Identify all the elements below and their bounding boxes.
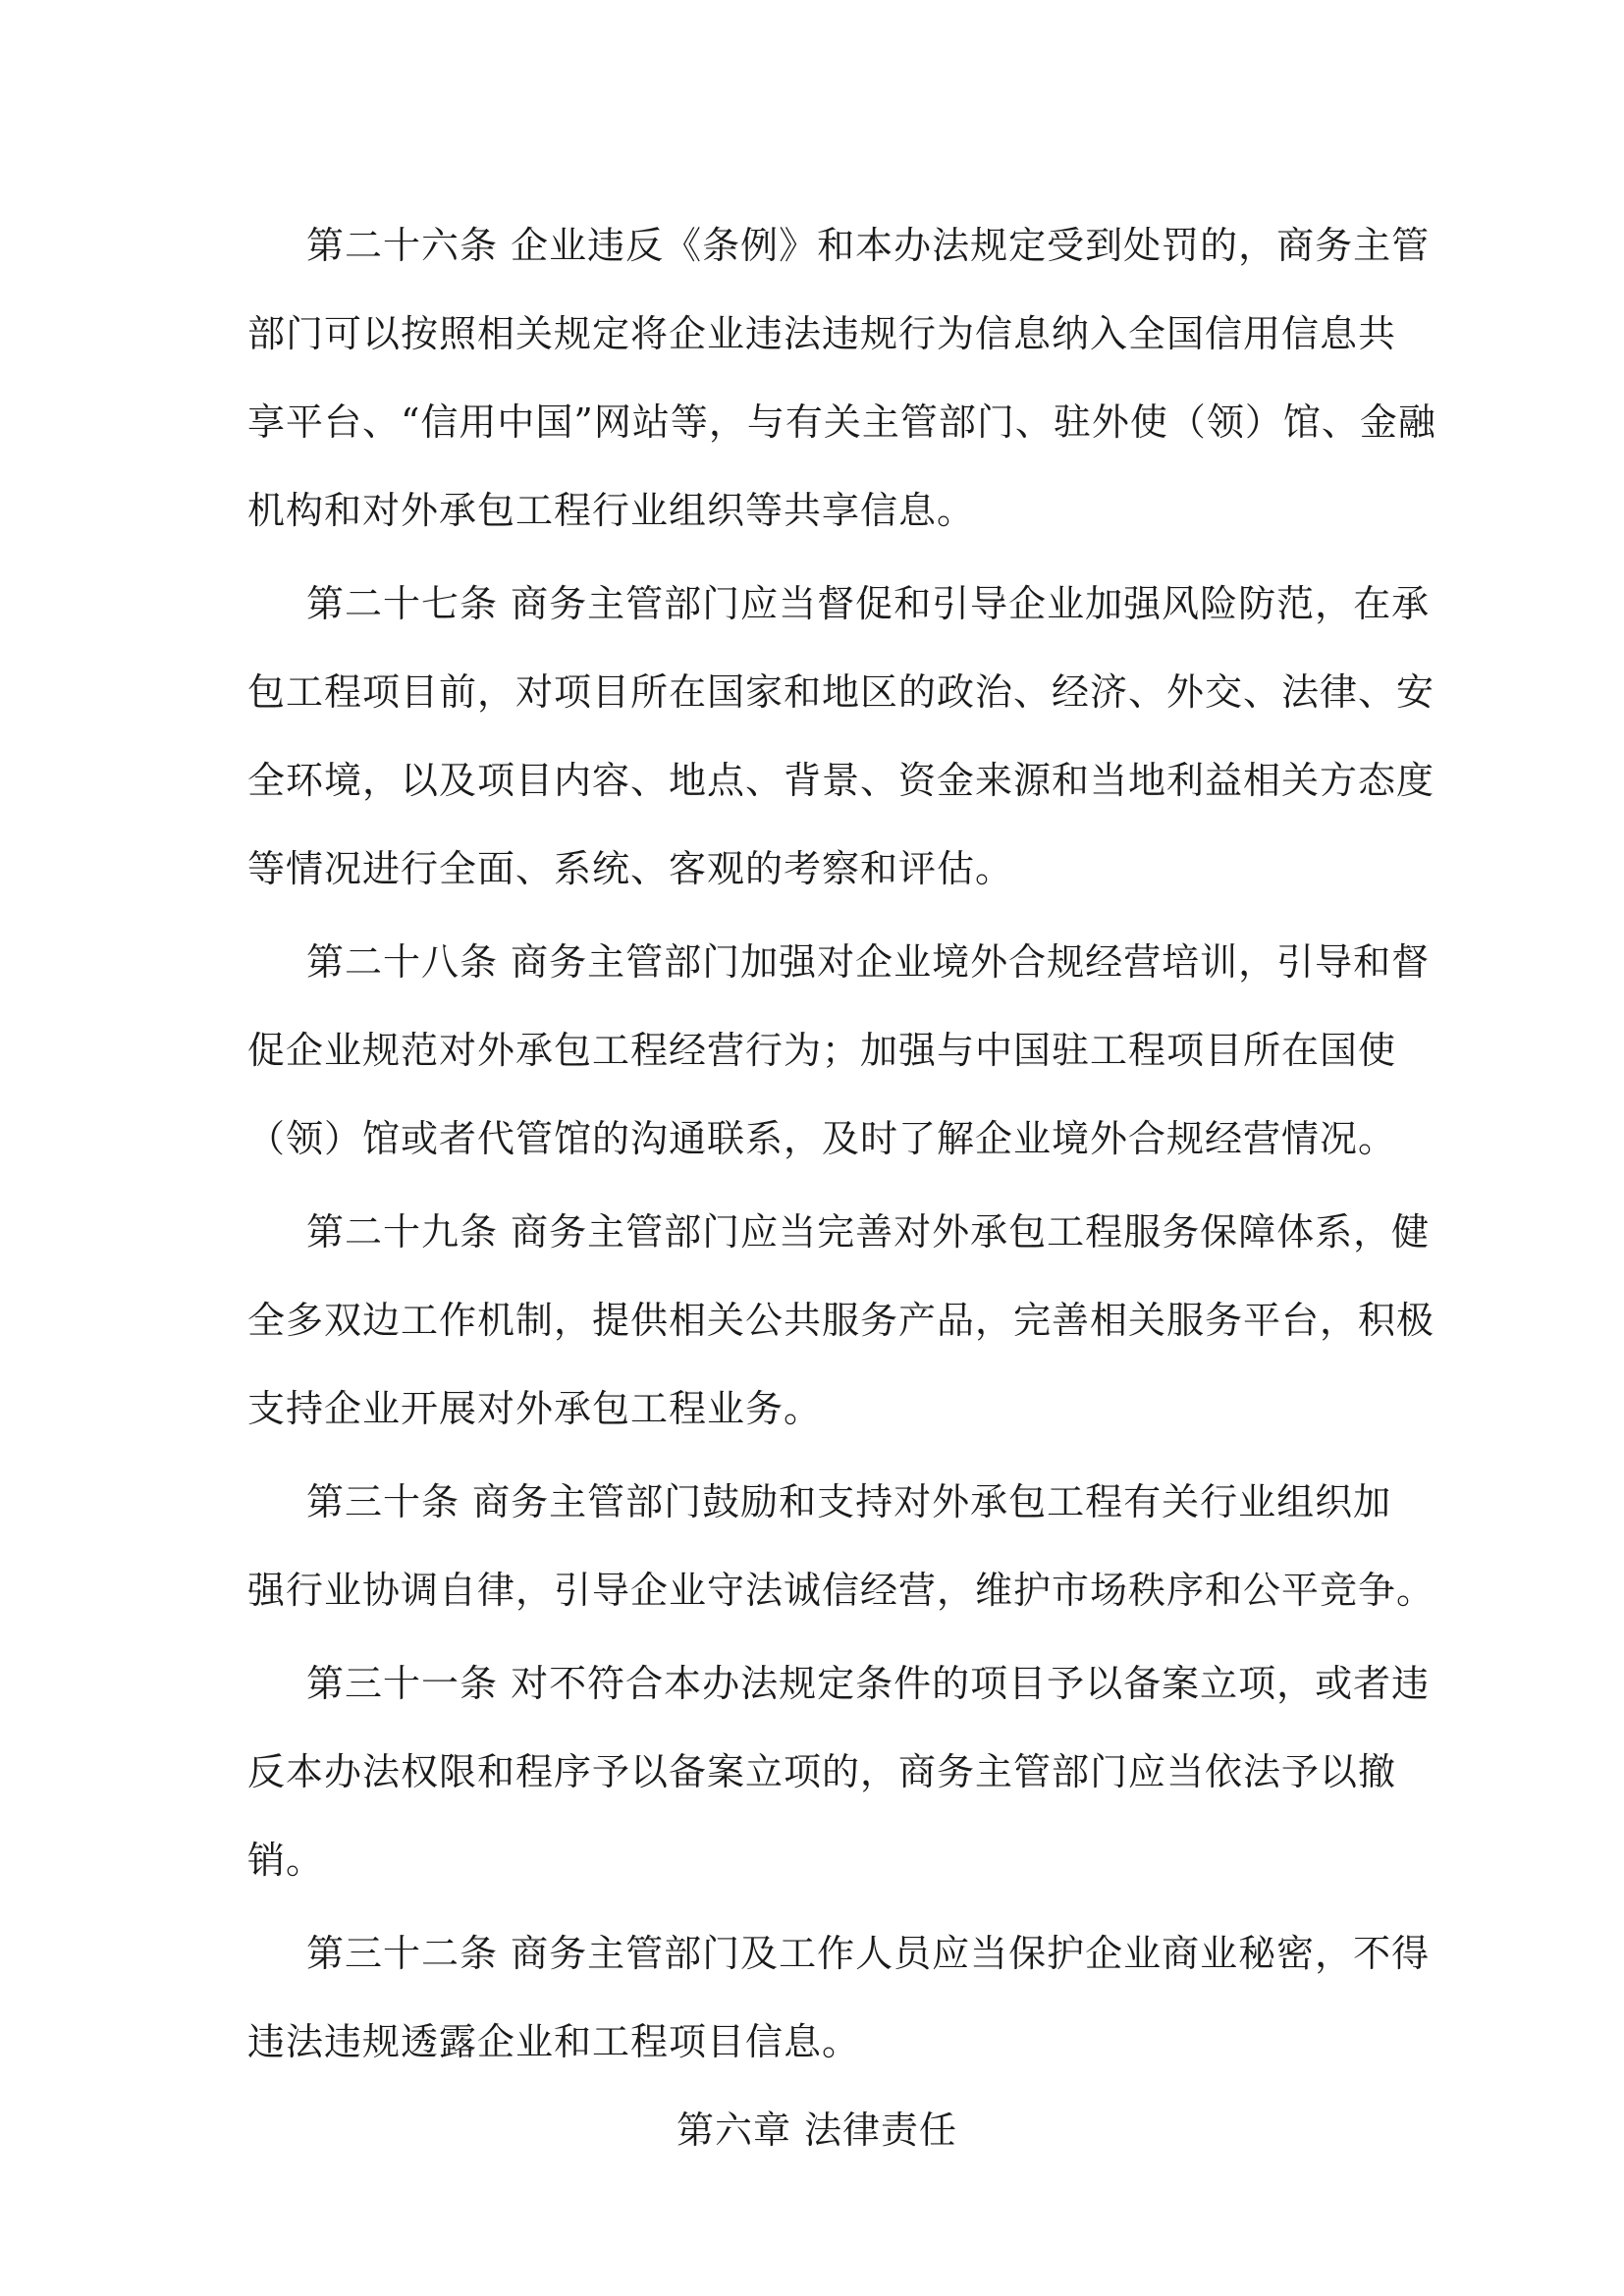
- article-line: 包工程项目前，对项目所在国家和地区的政治、经济、外交、法律、安: [247, 670, 1435, 714]
- article-line: 第三十一条 对不符合本办法规定条件的项目予以备案立项，或者违: [306, 1662, 1431, 1705]
- article-line: 反本办法权限和程序予以备案立项的，商务主管部门应当依法予以撤: [247, 1750, 1397, 1793]
- document-body: [247, 201, 1436, 2174]
- article-line: 全多双边工作机制，提供相关公共服务产品，完善相关服务平台，积极: [247, 1299, 1435, 1342]
- article-line: 销。: [247, 1839, 325, 1882]
- article-line: 全环境，以及项目内容、地点、背景、资金来源和当地利益相关方态度: [247, 759, 1435, 802]
- article-32: [247, 1909, 1431, 2086]
- article-line: 享平台、“信用中国”网站等，与有关主管部门、驻外使（领）馆、金融: [247, 400, 1436, 444]
- article-27: [247, 560, 1435, 913]
- chapter-heading: 第六章 法律责任: [676, 2109, 958, 2152]
- article-line: 支持企业开展对外承包工程业务。: [247, 1387, 823, 1430]
- article-line: 违法违规透露企业和工程项目信息。: [247, 2020, 861, 2063]
- article-28: [247, 918, 1431, 1183]
- article-line: 第三十条 商务主管部门鼓励和支持对外承包工程有关行业组织加: [306, 1480, 1392, 1523]
- article-29: [247, 1188, 1435, 1453]
- article-line: 机构和对外承包工程行业组织等共享信息。: [247, 489, 976, 532]
- article-line: 等情况进行全面、系统、客观的考察和评估。: [247, 847, 1014, 890]
- article-line: 第二十九条 商务主管部门应当完善对外承包工程服务保障体系，健: [306, 1210, 1431, 1254]
- article-line: 第二十七条 商务主管部门应当督促和引导企业加强风险防范，在承: [306, 582, 1431, 625]
- article-line: （领）馆或者代管馆的沟通联系，及时了解企业境外合规经营情况。: [247, 1117, 1397, 1160]
- article-line: 强行业协调自律，引导企业守法诚信经营，维护市场秩序和公平竞争。: [247, 1569, 1435, 1612]
- article-line: 第三十二条 商务主管部门及工作人员应当保护企业商业秘密，不得: [306, 1932, 1431, 1975]
- article-30: [247, 1458, 1435, 1634]
- article-31: [247, 1639, 1431, 1904]
- article-line: 部门可以按照相关规定将企业违法违规行为信息纳入全国信用信息共: [247, 312, 1397, 355]
- article-line: 第二十六条 企业违反《条例》和本办法规定受到处罚的，商务主管: [306, 224, 1431, 267]
- article-line: 促企业规范对外承包工程经营行为；加强与中国驻工程项目所在国使: [247, 1029, 1397, 1072]
- article-26: [247, 201, 1436, 555]
- article-line: 第二十八条 商务主管部门加强对企业境外合规经营培训，引导和督: [306, 940, 1431, 984]
